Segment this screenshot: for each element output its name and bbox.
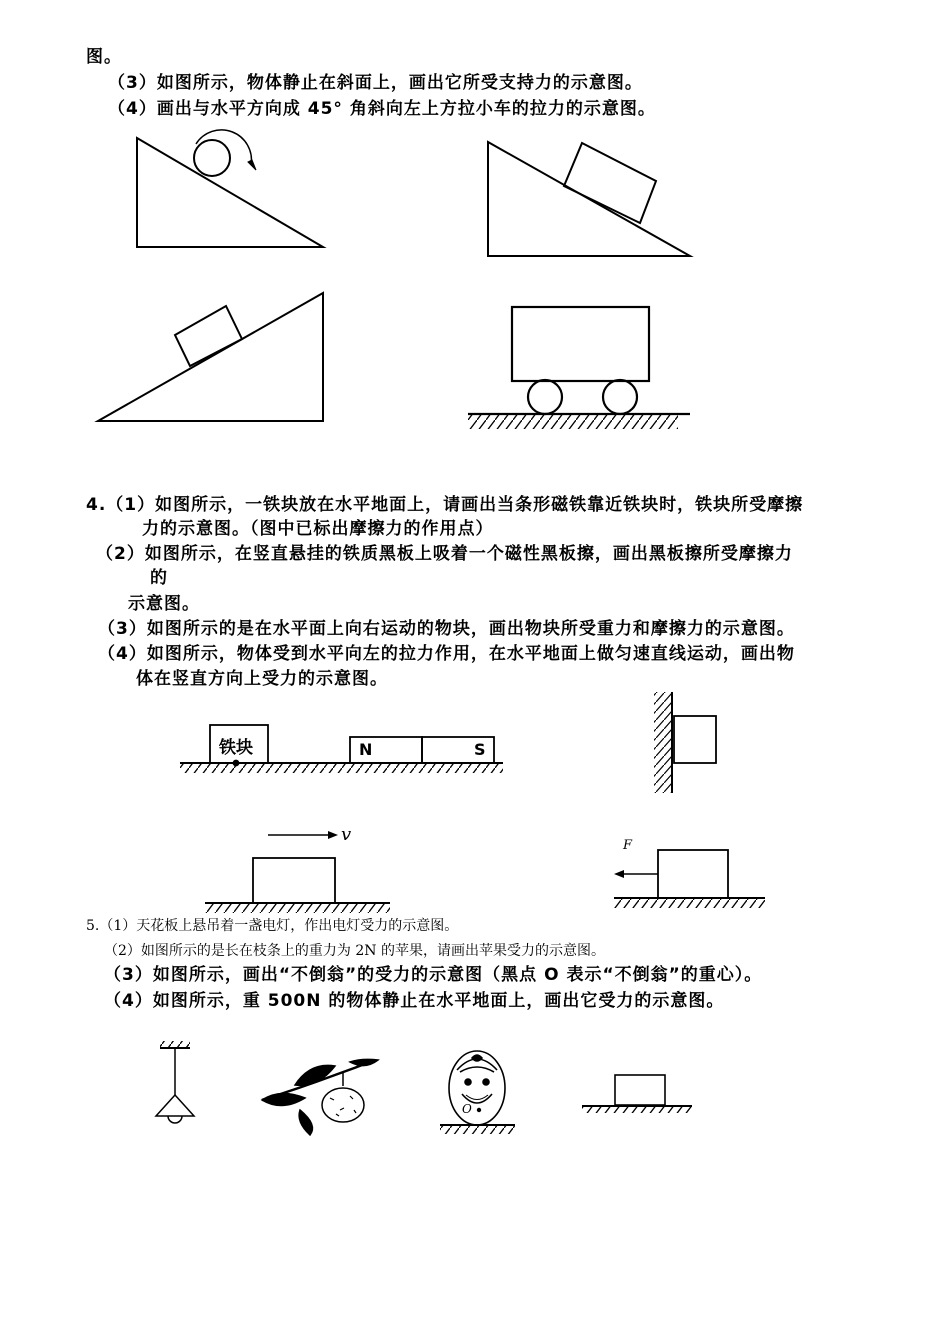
velocity-label: v (341, 824, 352, 845)
hanging-lamp (156, 1041, 194, 1123)
incline-with-block-2 (98, 293, 323, 421)
force-label: F (623, 838, 633, 853)
blackboard-with-eraser (654, 692, 716, 793)
question-4-4-line-b: 体在竖直方向上受力的示意图。 (136, 669, 388, 689)
question-5-1: 5.（1）天花板上悬吊着一盏电灯，作出电灯受力的示意图。 (86, 918, 459, 934)
question-4-1-line-a: 4.（1）如图所示，一铁块放在水平地面上，请画出当条形磁铁靠近铁块时，铁块所受摩擦 (86, 495, 804, 515)
moving-block (205, 831, 390, 913)
question-4-2-line-a: （2）如图所示，在竖直悬挂的铁质黑板上吸着一个磁性黑板擦，画出黑板擦所受摩擦力 (96, 544, 793, 564)
question-4-2-line-b: 的 (150, 568, 168, 588)
incline-with-block (488, 142, 690, 256)
block-pulled-by-force (614, 850, 765, 908)
question-3-3: （3）如图所示，物体静止在斜面上，画出它所受支持力的示意图。 (108, 73, 643, 93)
question-4-2-line-c: 示意图。 (128, 594, 200, 614)
question-3-4: （4）画出与水平方向成 45° 角斜向左上方拉小车的拉力的示意图。 (108, 99, 656, 119)
block-on-ground (582, 1075, 692, 1113)
incline-with-rolling-ball (137, 130, 323, 247)
cart-on-ground (468, 307, 690, 429)
apple-on-branch (262, 1059, 378, 1135)
question-5-4: （4）如图所示，重 500N 的物体静止在水平地面上，画出它受力的示意图。 (104, 991, 725, 1011)
question-5-3: （3）如图所示，画出“不倒翁”的受力的示意图（黑点 O 表示“不倒翁”的重心）。 (104, 965, 763, 985)
question-5-2: （2）如图所示的是长在枝条上的重力为 2N 的苹果，请画出苹果受力的示意图。 (104, 943, 605, 959)
iron-block-label: 铁块 (219, 738, 253, 758)
tumbler-doll (440, 1051, 515, 1134)
center-of-gravity-label: O (462, 1102, 472, 1116)
question-4-1-line-b: 力的示意图。（图中已标出摩擦力的作用点） (142, 519, 494, 539)
question-4-3: （3）如图所示的是在水平面上向右运动的物块，画出物块所受重力和摩擦力的示意图。 (98, 619, 795, 639)
magnet-s-label: S (474, 740, 486, 759)
text-line-continuation: 图。 (86, 47, 122, 67)
magnet-n-label: N (359, 740, 373, 759)
question-4-4-line-a: （4）如图所示，物体受到水平向左的拉力作用，在水平地面上做匀速直线运动，画出物 (98, 644, 795, 664)
